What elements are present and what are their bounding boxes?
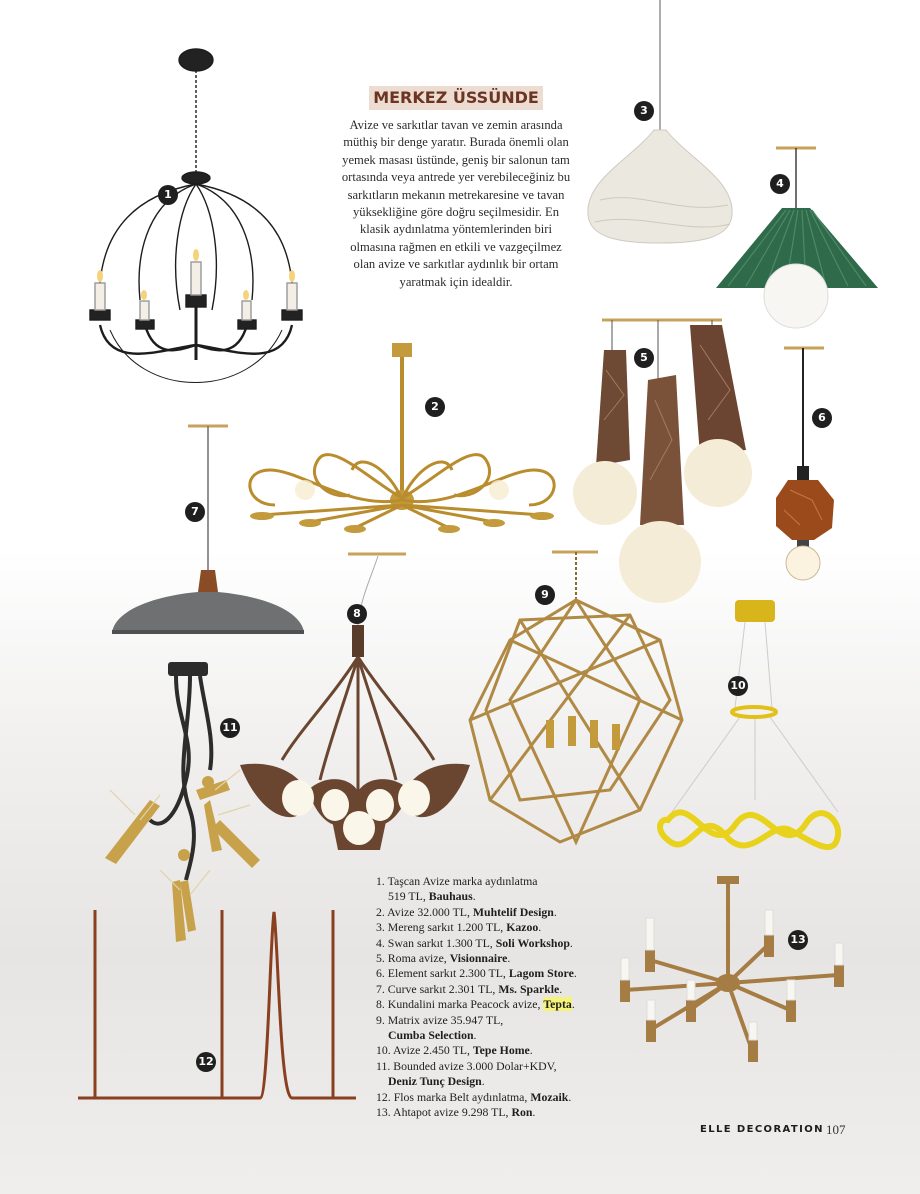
badge-3: 3 [634, 101, 654, 121]
credit-line: 6. Element sarkıt 2.300 TL, Lagom Store. [376, 966, 577, 981]
intro-paragraph: Avize ve sarkıtlar tavan ve zemin arasında müthiş bir denge yaratır. Burada önemli olan yemek masası üstünde, geniş bir salonun tam ortasında veya antrede yer verebileceğiniz bu sarkıtların mekanın metrekaresine ve tavan yüksekliğine göre doğru seçilmesidir. En klasik aydınlatma yöntemlerinden biri olmasına rağmen en etkili ve vazgeçilmez olan avize ve sarkıtlar aydınlık bir ortam yaratmak için idealdir. [341, 118, 571, 289]
credit-line: 5. Roma avize, Visionnaire. [376, 951, 511, 966]
section-heading: MERKEZ ÜSSÜNDE [369, 86, 543, 110]
chandelier-13-illustration [620, 876, 844, 1062]
badge-12: 12 [196, 1052, 216, 1072]
badge-13: 13 [788, 930, 808, 950]
credit-line: 9. Matrix avize 35.947 TL, [376, 1012, 504, 1027]
credit-line: 7. Curve sarkıt 2.301 TL, Ms. Sparkle. [376, 981, 563, 996]
chandelier-11-illustration [105, 662, 260, 942]
badge-4: 4 [770, 174, 790, 194]
pendant-7-illustration [112, 426, 304, 634]
credit-line: 2. Avize 32.000 TL, Muhtelif Design. [376, 904, 557, 919]
product-credits-list [376, 874, 636, 1121]
chandelier-10-illustration [660, 600, 838, 847]
credit-line: Cumba Selection. [388, 1028, 477, 1043]
badge-7: 7 [185, 502, 205, 522]
credit-line: 11. Bounded avize 3.000 Dolar+KDV, [376, 1058, 557, 1073]
credit-line: 8. Kundalini marka Peacock avize, Tepta. [376, 997, 575, 1012]
credit-line: 519 TL, Bauhaus. [388, 889, 476, 904]
chandelier-1-illustration [90, 49, 302, 383]
chandelier-8-illustration [240, 554, 470, 850]
badge-6: 6 [812, 408, 832, 428]
credit-line: 10. Avize 2.450 TL, Tepe Home. [376, 1043, 533, 1058]
pendant-4-illustration [716, 148, 878, 328]
badge-10: 10 [728, 676, 748, 696]
badge-11: 11 [220, 718, 240, 738]
pendant-6-illustration [776, 348, 834, 580]
credit-line: Deniz Tunç Design. [388, 1074, 485, 1089]
lamp-12-illustration [78, 910, 356, 1098]
credit-line: 1. Taşcan Avize marka aydınlatma [376, 874, 538, 888]
credit-line: 12. Flos marka Belt aydınlatma, Mozaik. [376, 1089, 572, 1104]
badge-5: 5 [634, 348, 654, 368]
credit-line: 3. Mereng sarkıt 1.200 TL, Kazoo. [376, 920, 542, 935]
credit-line: 13. Ahtapot avize 9.298 TL, Ron. [376, 1105, 536, 1120]
badge-8: 8 [347, 604, 367, 624]
page-number: 107 [826, 1122, 846, 1137]
credit-line: 4. Swan sarkıt 1.300 TL, Soli Workshop. [376, 935, 573, 950]
chandelier-2-illustration [250, 343, 554, 533]
magazine-name: ELLE DECORATION [700, 1124, 824, 1135]
badge-9: 9 [535, 585, 555, 605]
pendant-3-illustration [588, 0, 732, 243]
badge-2: 2 [425, 397, 445, 417]
highlighted-brand: Tepta [543, 997, 572, 1012]
badge-1: 1 [158, 185, 178, 205]
pendant-5-illustration [573, 320, 752, 603]
